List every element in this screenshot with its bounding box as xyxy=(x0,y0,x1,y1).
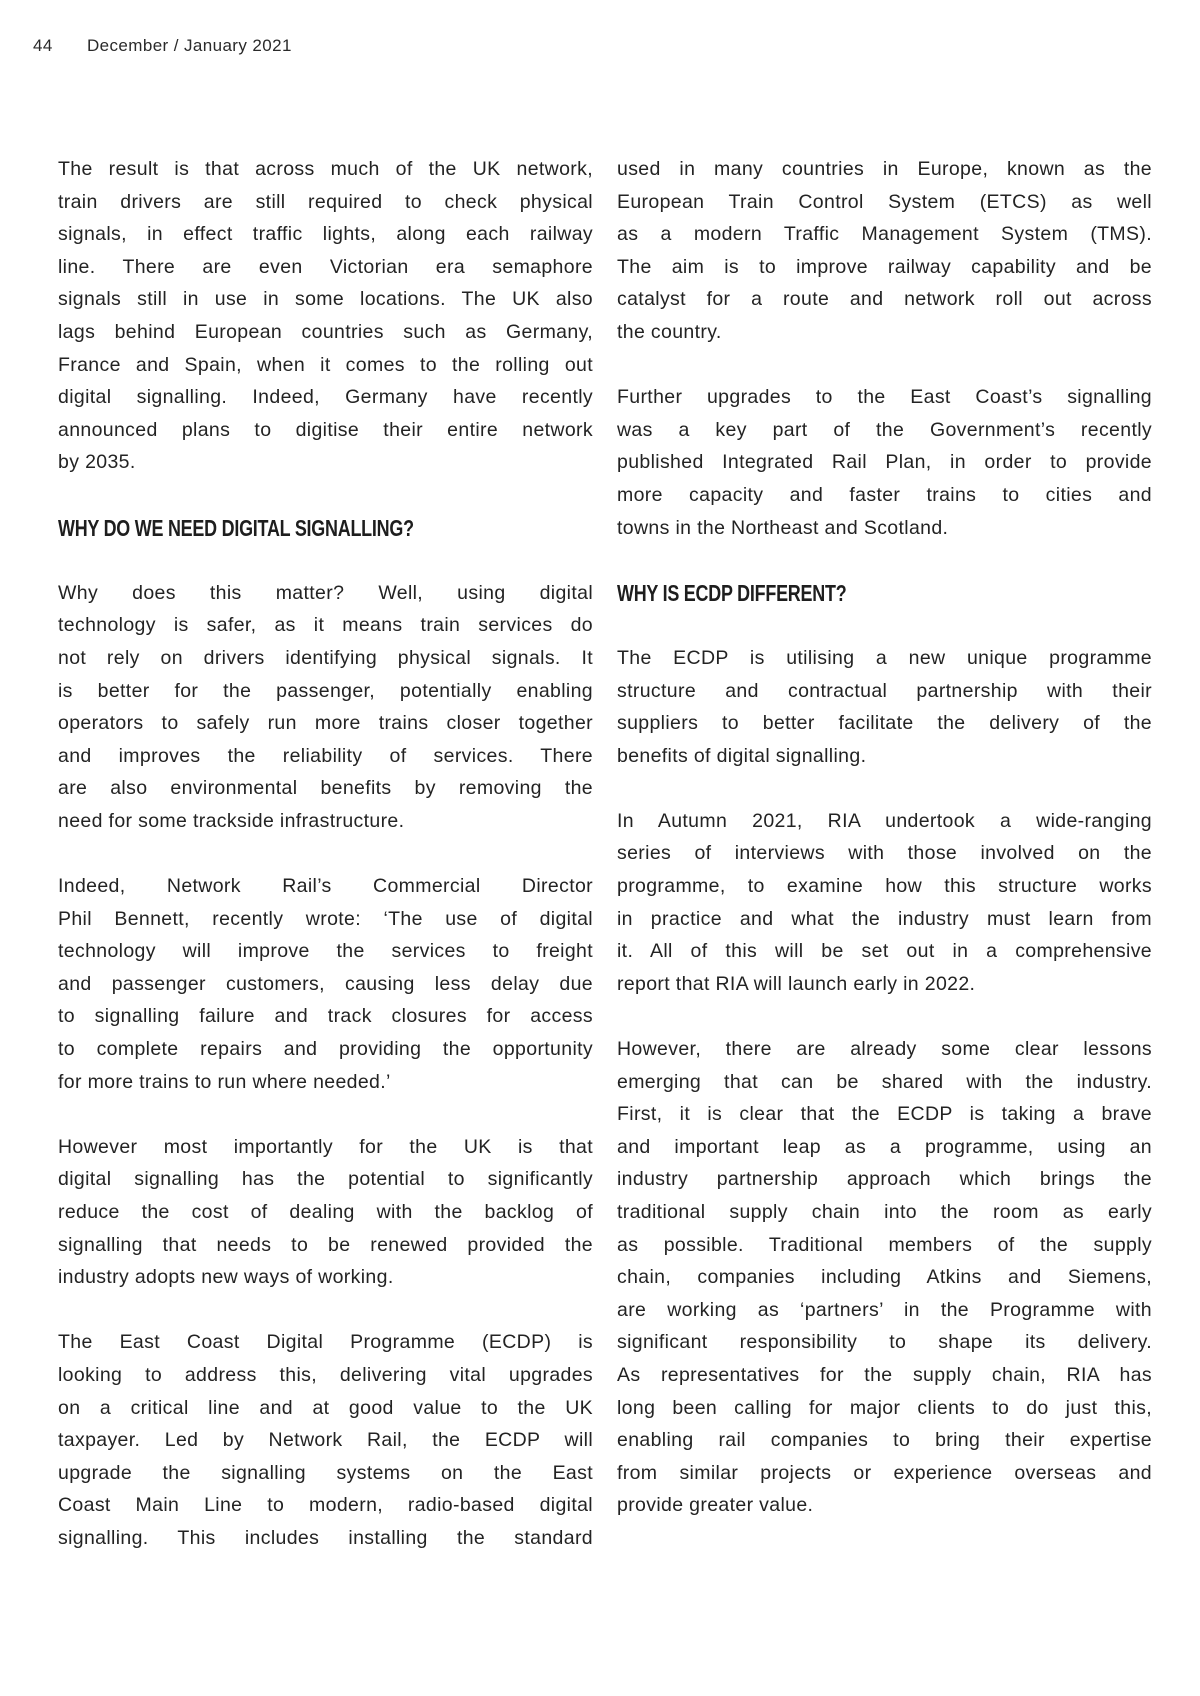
text-line: need for some trackside infrastructure. xyxy=(58,809,405,832)
page-number: 44 xyxy=(33,36,53,55)
text-line: However, there are already some clear lessons xyxy=(617,1038,1152,1061)
text-line: to complete repairs and providing the opportunity xyxy=(58,1038,593,1061)
text-line: As representatives for the supply chain, RIA has xyxy=(617,1363,1152,1386)
section-heading: WHY IS ECDP DIFFERENT? xyxy=(617,579,847,606)
text-line: from similar projects or experience overseas and xyxy=(617,1461,1152,1484)
text-line: industry adopts new ways of working. xyxy=(58,1266,394,1289)
text-line: The result is that across much of the UK network, xyxy=(58,158,593,180)
text-line: long been calling for major clients to do just this, xyxy=(617,1396,1152,1419)
text-line: not rely on drivers identifying physical signals. It xyxy=(58,646,593,669)
text-line: European Train Control System (ETCS) as well xyxy=(617,190,1152,213)
text-line: was a key part of the Government’s recently xyxy=(617,418,1152,441)
text-line: on a critical line and at good value to the UK xyxy=(58,1396,593,1419)
text-line: Indeed, Network Rail’s Commercial Director xyxy=(58,875,593,898)
text-line: significant responsibility to shape its delivery. xyxy=(617,1331,1152,1354)
text-line: upgrade the signalling systems on the East xyxy=(58,1461,593,1484)
paragraph xyxy=(617,642,1152,772)
text-line: technology will improve the services to freight xyxy=(58,940,593,963)
text-line: signals still in use in some locations. The UK also xyxy=(58,288,593,311)
text-line: announced plans to digitise their entire network xyxy=(58,418,593,441)
article-column-left xyxy=(58,153,593,1587)
text-line: the country. xyxy=(617,320,722,343)
text-line: The aim is to improve railway capability and be xyxy=(617,255,1152,278)
text-line: and improves the reliability of services. There xyxy=(58,744,593,767)
text-line: catalyst for a route and network roll out across xyxy=(617,288,1152,311)
text-line: signals, in effect traffic lights, along each railway xyxy=(58,223,593,246)
text-line: in practice and what the industry must learn from xyxy=(617,907,1152,930)
paragraph xyxy=(58,577,593,838)
text-line: In Autumn 2021, RIA undertook a wide-ranging xyxy=(617,809,1152,832)
paragraph xyxy=(58,870,593,1098)
text-line: taxpayer. Led by Network Rail, the ECDP will xyxy=(58,1429,593,1452)
article-column-right xyxy=(617,153,1152,1555)
text-line: France and Spain, when it comes to the rolling out xyxy=(58,353,593,376)
text-line: The ECDP is utilising a new unique programme xyxy=(617,646,1152,669)
text-line: Why does this matter? Well, using digital xyxy=(58,581,593,604)
text-line: used in many countries in Europe, known as the xyxy=(617,158,1152,180)
text-line: technology is safer, as it means train services do xyxy=(58,614,593,637)
text-line: series of interviews with those involved on the xyxy=(617,842,1152,865)
text-line: benefits of digital signalling. xyxy=(617,744,867,767)
text-line: line. There are even Victorian era semaphore xyxy=(58,255,593,278)
text-line: emerging that can be shared with the industry. xyxy=(617,1070,1152,1093)
paragraph xyxy=(58,1326,593,1554)
text-line: lags behind European countries such as Germany, xyxy=(58,320,593,343)
text-line: suppliers to better facilitate the delivery of the xyxy=(617,712,1152,735)
text-line: Further upgrades to the East Coast’s signalling xyxy=(617,386,1152,409)
paragraph xyxy=(58,1131,593,1294)
text-line: The East Coast Digital Programme (ECDP) is xyxy=(58,1331,593,1354)
text-line: Coast Main Line to modern, radio-based digital xyxy=(58,1494,593,1517)
text-line: chain, companies including Atkins and Siemens, xyxy=(617,1266,1152,1289)
paragraph xyxy=(617,381,1152,544)
text-line: Phil Bennett, recently wrote: ‘The use of digital xyxy=(58,907,593,930)
text-line: reduce the cost of dealing with the backlog of xyxy=(58,1201,593,1223)
text-line: to signalling failure and track closures for access xyxy=(58,1005,593,1028)
text-line: looking to address this, delivering vital upgrades xyxy=(58,1363,593,1386)
paragraph xyxy=(617,153,1152,349)
paragraph xyxy=(617,1033,1152,1522)
text-line: are working as ‘partners’ in the Programme with xyxy=(617,1298,1152,1321)
paragraph xyxy=(58,153,593,479)
text-line: by 2035. xyxy=(58,451,136,474)
text-line: it. All of this will be set out in a comprehensive xyxy=(617,940,1152,963)
text-line: and important leap as a programme, using an xyxy=(617,1135,1152,1158)
text-line: industry partnership approach which brings the xyxy=(617,1168,1152,1191)
text-line: signalling. This includes installing the standard xyxy=(58,1526,593,1549)
text-line: However most importantly for the UK is that xyxy=(58,1135,593,1158)
text-line: digital signalling. Indeed, Germany have recently xyxy=(58,386,593,409)
text-line: published Integrated Rail Plan, in order to provide xyxy=(617,451,1152,474)
text-line: as possible. Traditional members of the supply xyxy=(617,1233,1152,1256)
text-line: signalling that needs to be renewed provided the xyxy=(58,1233,593,1256)
text-line: for more trains to run where needed.’ xyxy=(58,1070,391,1093)
text-line: more capacity and faster trains to cities and xyxy=(617,483,1152,506)
text-line: enabling rail companies to bring their expertise xyxy=(617,1429,1152,1452)
paragraph xyxy=(617,805,1152,1001)
text-line: towns in the Northeast and Scotland. xyxy=(617,516,949,539)
text-line: digital signalling has the potential to significantly xyxy=(58,1168,593,1191)
text-line: programme, to examine how this structure works xyxy=(617,875,1152,898)
text-line: provide greater value. xyxy=(617,1494,814,1517)
text-line: are also environmental benefits by removing the xyxy=(58,777,593,800)
section-heading: WHY DO WE NEED DIGITAL SIGNALLING? xyxy=(58,514,414,541)
text-line: and passenger customers, causing less delay due xyxy=(58,972,593,995)
text-line: train drivers are still required to check physical xyxy=(58,190,593,213)
text-line: report that RIA will launch early in 2022. xyxy=(617,972,976,995)
text-line: as a modern Traffic Management System (TMS). xyxy=(617,223,1152,246)
text-line: is better for the passenger, potentially enabling xyxy=(58,679,593,702)
text-line: First, it is clear that the ECDP is taking a brave xyxy=(617,1103,1152,1126)
text-line: traditional supply chain into the room as early xyxy=(617,1201,1152,1223)
issue-date: December / January 2021 xyxy=(87,36,292,55)
text-line: structure and contractual partnership with their xyxy=(617,679,1152,702)
text-line: operators to safely run more trains closer together xyxy=(58,712,593,735)
page-header xyxy=(33,36,292,56)
